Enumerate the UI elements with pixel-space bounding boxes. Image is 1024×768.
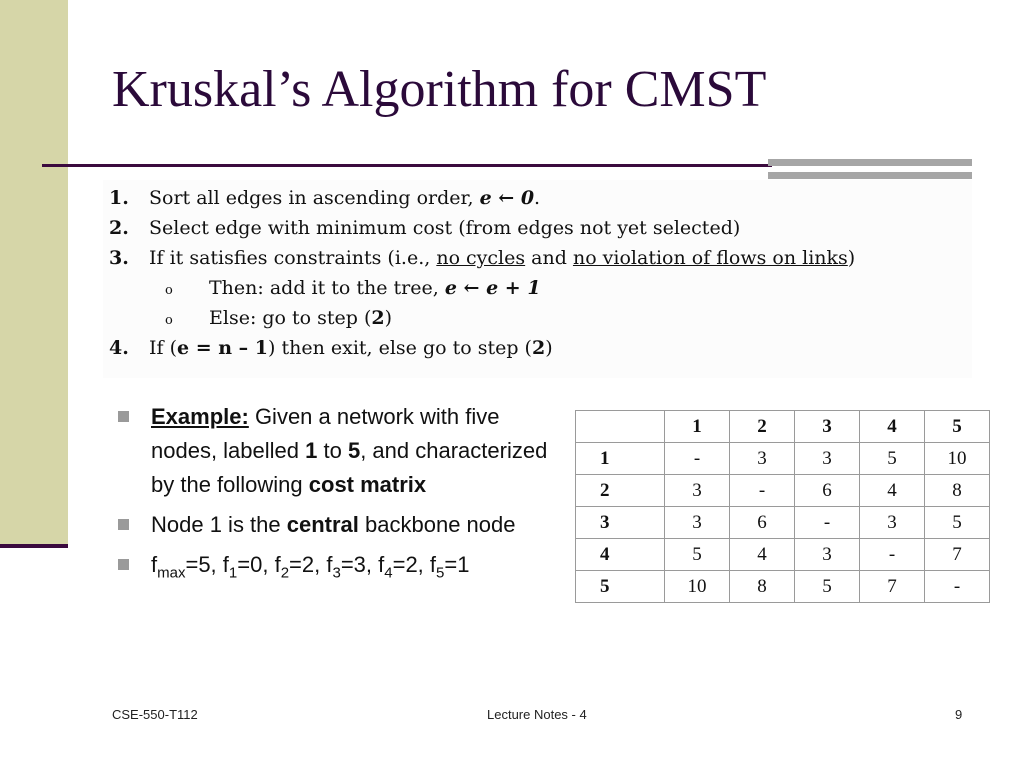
table-cell: 5: [860, 443, 925, 475]
side-bar: [0, 0, 68, 548]
table-cell: 3: [795, 443, 860, 475]
table-cell: 8: [730, 571, 795, 603]
flow-symbol: f: [222, 552, 229, 577]
bullet-list: [115, 400, 560, 588]
table-cell: 3: [665, 507, 730, 539]
flow-value: =3,: [340, 552, 379, 577]
table-row: [576, 539, 990, 571]
step-text: and: [525, 247, 573, 269]
table-cell: -: [925, 571, 990, 603]
flow-value: =2,: [289, 552, 327, 577]
table-row: [576, 475, 990, 507]
flow-subscript: max: [157, 564, 186, 582]
table-cell: 5: [925, 507, 990, 539]
step-number: 2.: [109, 217, 129, 239]
square-bullet-icon: [118, 411, 129, 422]
step-punct: .: [534, 187, 541, 209]
flow-symbol: f: [326, 552, 333, 577]
flow-value: =5,: [185, 552, 223, 577]
table-cell: 4: [730, 539, 795, 571]
bold-number: 5: [347, 438, 361, 463]
formula: e ← e + 1: [444, 277, 541, 299]
no-cycles-text: no cycles: [436, 247, 526, 269]
circle-bullet-icon: o: [165, 313, 173, 328]
page-number: 9: [955, 707, 963, 722]
circle-bullet-icon: o: [165, 283, 173, 298]
table-cell: 3: [730, 443, 795, 475]
step-text: ) then exit, else go to step (: [268, 337, 532, 359]
bullet-text: Node 1 is the: [151, 512, 287, 537]
algorithm-steps: [103, 180, 972, 378]
step-text: Then: add it to the tree,: [209, 277, 445, 299]
column-header: 2: [730, 411, 795, 443]
flow-value: =1: [444, 552, 470, 577]
bullet-example: [115, 400, 560, 502]
table-cell: -: [730, 475, 795, 507]
accent-bar-top: [768, 159, 972, 166]
table-row: [576, 507, 990, 539]
column-header: 4: [860, 411, 925, 443]
flow-subscript: 2: [280, 564, 290, 582]
table-cell: 3: [860, 507, 925, 539]
flow-value: =2,: [392, 552, 430, 577]
example-label: Example:: [151, 404, 249, 429]
step-1: [109, 186, 540, 210]
table-cell: 10: [925, 443, 990, 475]
flow-subscript: 5: [436, 564, 445, 582]
step-3-then: [165, 276, 541, 303]
bullet-text: Given a network with five nodes, labelled: [151, 404, 500, 463]
step-number: 3.: [109, 247, 129, 269]
row-header: 4: [576, 539, 665, 571]
table-cell: 6: [795, 475, 860, 507]
table-cell: -: [860, 539, 925, 571]
row-header: 2: [576, 475, 665, 507]
table-cell: 3: [665, 475, 730, 507]
footer-title: Lecture Notes - 4: [487, 707, 587, 722]
column-header: 3: [795, 411, 860, 443]
central-term: central: [286, 512, 359, 537]
table-cell: 5: [795, 571, 860, 603]
flow-symbol: f: [429, 552, 437, 577]
footer-course-code: CSE-550-T112: [112, 707, 198, 722]
step-number: 4.: [109, 337, 129, 359]
header-row: [576, 411, 990, 443]
square-bullet-icon: [118, 559, 129, 570]
corner-cell: [576, 411, 665, 443]
step-2: [109, 216, 740, 240]
table-cell: 8: [925, 475, 990, 507]
flow-value: =0,: [237, 552, 275, 577]
column-header: 5: [925, 411, 990, 443]
cost-matrix-term: cost matrix: [308, 472, 427, 497]
step-text: Else: go to step (: [209, 307, 372, 329]
bullet-text: , and characterized by the following: [151, 438, 548, 497]
table-cell: 3: [795, 539, 860, 571]
bold-number: 1: [305, 438, 318, 463]
flow-symbol: f: [274, 552, 281, 577]
row-header: 3: [576, 507, 665, 539]
step-ref: 2: [371, 307, 385, 329]
step-punct: ): [545, 337, 553, 359]
flow-subscript: 1: [228, 564, 238, 582]
step-number: 1.: [109, 187, 129, 209]
step-3: [109, 246, 855, 270]
table-cell: -: [665, 443, 730, 475]
bullet-central-node: [115, 508, 560, 542]
row-header: 1: [576, 443, 665, 475]
step-text: If (: [149, 337, 177, 359]
flow-subscript: 3: [332, 564, 341, 582]
table-cell: 10: [665, 571, 730, 603]
flow-symbol: f: [378, 552, 385, 577]
table-cell: 5: [665, 539, 730, 571]
bullet-text: to: [317, 438, 348, 463]
step-4: [109, 336, 553, 360]
side-rule: [0, 544, 68, 548]
formula: e ← 0: [479, 187, 535, 209]
step-text: Sort all edges in ascending order,: [149, 187, 480, 209]
step-text: If it satisfies constraints (i.e.,: [149, 247, 437, 269]
bullet-flows: [115, 548, 560, 582]
step-punct: ): [847, 247, 856, 269]
square-bullet-icon: [118, 519, 129, 530]
accent-bar-bottom: [768, 172, 972, 179]
step-3-else: [165, 306, 392, 333]
table-cell: 4: [860, 475, 925, 507]
table-cell: 7: [860, 571, 925, 603]
step-text: Select edge with minimum cost (from edges not yet selected): [149, 217, 741, 239]
exit-condition: e = n – 1: [177, 337, 269, 359]
cost-matrix-table: [575, 410, 990, 603]
step-punct: ): [384, 307, 393, 329]
table-row: [576, 571, 990, 603]
table-cell: 6: [730, 507, 795, 539]
flow-symbol: f: [151, 552, 158, 577]
title-rule: [42, 164, 772, 167]
step-ref: 2: [531, 337, 546, 359]
column-header: 1: [665, 411, 730, 443]
table-cell: 7: [925, 539, 990, 571]
flow-subscript: 4: [384, 564, 393, 582]
row-header: 5: [576, 571, 665, 603]
bullet-text: backbone node: [358, 512, 516, 537]
table-cell: -: [795, 507, 860, 539]
no-flow-violation-text: no violation of flows on links: [572, 247, 848, 269]
table-row: [576, 443, 990, 475]
slide-title: Kruskal’s Algorithm for CMST: [112, 61, 767, 118]
